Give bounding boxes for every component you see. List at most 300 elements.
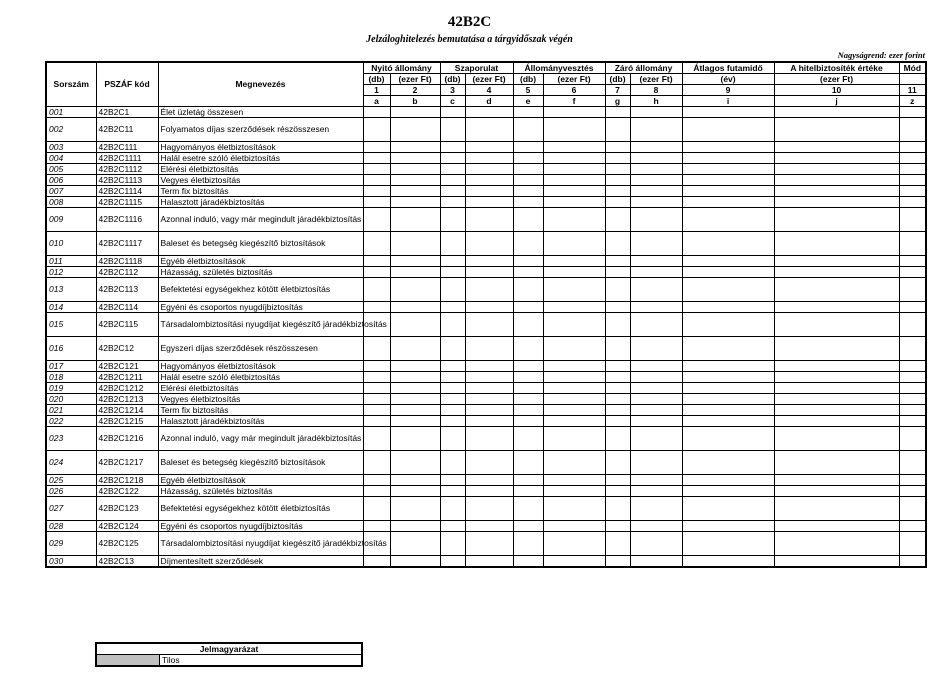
value-cell[interactable] [682, 416, 774, 427]
value-cell[interactable] [513, 164, 543, 175]
value-cell[interactable] [682, 153, 774, 164]
value-cell[interactable] [605, 405, 630, 416]
value-cell[interactable] [774, 337, 899, 361]
value-cell[interactable] [513, 302, 543, 313]
value-cell[interactable] [682, 267, 774, 278]
value-cell[interactable] [513, 521, 543, 532]
value-cell[interactable] [513, 486, 543, 497]
value-cell[interactable] [440, 486, 465, 497]
value-cell[interactable] [605, 337, 630, 361]
value-cell[interactable] [630, 313, 682, 337]
value-cell[interactable] [682, 256, 774, 267]
value-cell[interactable] [513, 394, 543, 405]
value-cell[interactable] [543, 337, 605, 361]
value-cell[interactable] [899, 475, 926, 486]
value-cell[interactable] [440, 497, 465, 521]
value-cell[interactable] [630, 337, 682, 361]
value-cell[interactable] [543, 451, 605, 475]
value-cell[interactable] [465, 405, 513, 416]
value-cell[interactable] [440, 521, 465, 532]
value-cell[interactable] [682, 232, 774, 256]
value-cell[interactable] [605, 313, 630, 337]
value-cell[interactable] [543, 232, 605, 256]
value-cell[interactable] [390, 175, 440, 186]
value-cell[interactable] [682, 186, 774, 197]
value-cell[interactable] [390, 521, 440, 532]
value-cell[interactable] [440, 278, 465, 302]
value-cell[interactable] [682, 175, 774, 186]
value-cell[interactable] [390, 313, 440, 337]
value-cell[interactable] [630, 186, 682, 197]
value-cell[interactable] [774, 153, 899, 164]
value-cell[interactable] [390, 427, 440, 451]
value-cell[interactable] [774, 164, 899, 175]
value-cell[interactable] [363, 107, 390, 118]
value-cell[interactable] [440, 142, 465, 153]
value-cell[interactable] [465, 278, 513, 302]
value-cell[interactable] [543, 186, 605, 197]
value-cell[interactable] [899, 532, 926, 556]
value-cell[interactable] [390, 142, 440, 153]
value-cell[interactable] [630, 521, 682, 532]
value-cell[interactable] [682, 197, 774, 208]
value-cell[interactable] [363, 405, 390, 416]
value-cell[interactable] [899, 521, 926, 532]
value-cell[interactable] [630, 451, 682, 475]
value-cell[interactable] [774, 497, 899, 521]
value-cell[interactable] [363, 278, 390, 302]
value-cell[interactable] [682, 532, 774, 556]
value-cell[interactable] [605, 186, 630, 197]
value-cell[interactable] [513, 383, 543, 394]
value-cell[interactable] [899, 142, 926, 153]
value-cell[interactable] [513, 208, 543, 232]
value-cell[interactable] [440, 416, 465, 427]
value-cell[interactable] [774, 532, 899, 556]
value-cell[interactable] [513, 107, 543, 118]
value-cell[interactable] [682, 405, 774, 416]
value-cell[interactable] [440, 256, 465, 267]
value-cell[interactable] [513, 142, 543, 153]
value-cell[interactable] [440, 302, 465, 313]
value-cell[interactable] [440, 164, 465, 175]
value-cell[interactable] [899, 337, 926, 361]
value-cell[interactable] [543, 208, 605, 232]
value-cell[interactable] [465, 361, 513, 372]
value-cell[interactable] [682, 313, 774, 337]
value-cell[interactable] [513, 232, 543, 256]
value-cell[interactable] [605, 361, 630, 372]
value-cell[interactable] [543, 278, 605, 302]
value-cell[interactable] [543, 416, 605, 427]
value-cell[interactable] [774, 197, 899, 208]
value-cell[interactable] [682, 475, 774, 486]
value-cell[interactable] [605, 142, 630, 153]
value-cell[interactable] [363, 186, 390, 197]
value-cell[interactable] [363, 383, 390, 394]
value-cell[interactable] [605, 475, 630, 486]
value-cell[interactable] [465, 416, 513, 427]
value-cell[interactable] [363, 372, 390, 383]
value-cell[interactable] [390, 486, 440, 497]
value-cell[interactable] [630, 497, 682, 521]
value-cell[interactable] [440, 394, 465, 405]
value-cell[interactable] [465, 486, 513, 497]
value-cell[interactable] [543, 175, 605, 186]
value-cell[interactable] [774, 302, 899, 313]
value-cell[interactable] [543, 475, 605, 486]
value-cell[interactable] [899, 394, 926, 405]
value-cell[interactable] [774, 405, 899, 416]
value-cell[interactable] [543, 142, 605, 153]
value-cell[interactable] [363, 153, 390, 164]
value-cell[interactable] [465, 232, 513, 256]
value-cell[interactable] [390, 208, 440, 232]
value-cell[interactable] [440, 197, 465, 208]
value-cell[interactable] [899, 153, 926, 164]
value-cell[interactable] [605, 153, 630, 164]
value-cell[interactable] [605, 164, 630, 175]
value-cell[interactable] [440, 232, 465, 256]
value-cell[interactable] [543, 164, 605, 175]
value-cell[interactable] [682, 556, 774, 568]
value-cell[interactable] [682, 278, 774, 302]
value-cell[interactable] [363, 208, 390, 232]
value-cell[interactable] [682, 372, 774, 383]
value-cell[interactable] [363, 427, 390, 451]
value-cell[interactable] [899, 372, 926, 383]
value-cell[interactable] [363, 556, 390, 568]
value-cell[interactable] [605, 208, 630, 232]
value-cell[interactable] [465, 556, 513, 568]
value-cell[interactable] [899, 405, 926, 416]
value-cell[interactable] [440, 313, 465, 337]
value-cell[interactable] [465, 532, 513, 556]
value-cell[interactable] [513, 372, 543, 383]
value-cell[interactable] [774, 175, 899, 186]
value-cell[interactable] [465, 427, 513, 451]
value-cell[interactable] [605, 175, 630, 186]
value-cell[interactable] [682, 383, 774, 394]
value-cell[interactable] [513, 427, 543, 451]
value-cell[interactable] [543, 302, 605, 313]
value-cell[interactable] [774, 372, 899, 383]
value-cell[interactable] [440, 118, 465, 142]
value-cell[interactable] [605, 118, 630, 142]
value-cell[interactable] [363, 197, 390, 208]
value-cell[interactable] [774, 556, 899, 568]
value-cell[interactable] [774, 313, 899, 337]
value-cell[interactable] [682, 337, 774, 361]
value-cell[interactable] [390, 153, 440, 164]
value-cell[interactable] [543, 313, 605, 337]
value-cell[interactable] [513, 556, 543, 568]
value-cell[interactable] [363, 267, 390, 278]
value-cell[interactable] [605, 497, 630, 521]
value-cell[interactable] [390, 556, 440, 568]
value-cell[interactable] [440, 383, 465, 394]
value-cell[interactable] [440, 361, 465, 372]
value-cell[interactable] [543, 197, 605, 208]
value-cell[interactable] [465, 267, 513, 278]
value-cell[interactable] [390, 383, 440, 394]
value-cell[interactable] [774, 267, 899, 278]
value-cell[interactable] [440, 532, 465, 556]
value-cell[interactable] [899, 107, 926, 118]
value-cell[interactable] [363, 232, 390, 256]
value-cell[interactable] [682, 394, 774, 405]
value-cell[interactable] [363, 302, 390, 313]
value-cell[interactable] [543, 405, 605, 416]
value-cell[interactable] [465, 153, 513, 164]
value-cell[interactable] [605, 427, 630, 451]
value-cell[interactable] [630, 153, 682, 164]
value-cell[interactable] [605, 372, 630, 383]
value-cell[interactable] [605, 486, 630, 497]
value-cell[interactable] [440, 475, 465, 486]
value-cell[interactable] [465, 256, 513, 267]
value-cell[interactable] [465, 521, 513, 532]
value-cell[interactable] [363, 394, 390, 405]
value-cell[interactable] [899, 118, 926, 142]
value-cell[interactable] [630, 416, 682, 427]
value-cell[interactable] [465, 372, 513, 383]
value-cell[interactable] [605, 267, 630, 278]
value-cell[interactable] [363, 486, 390, 497]
value-cell[interactable] [513, 416, 543, 427]
value-cell[interactable] [543, 486, 605, 497]
value-cell[interactable] [605, 256, 630, 267]
value-cell[interactable] [682, 486, 774, 497]
value-cell[interactable] [513, 175, 543, 186]
value-cell[interactable] [605, 521, 630, 532]
value-cell[interactable] [513, 313, 543, 337]
value-cell[interactable] [513, 153, 543, 164]
value-cell[interactable] [543, 107, 605, 118]
value-cell[interactable] [363, 497, 390, 521]
value-cell[interactable] [605, 278, 630, 302]
value-cell[interactable] [390, 197, 440, 208]
value-cell[interactable] [543, 521, 605, 532]
value-cell[interactable] [543, 118, 605, 142]
value-cell[interactable] [363, 175, 390, 186]
value-cell[interactable] [390, 164, 440, 175]
value-cell[interactable] [630, 361, 682, 372]
value-cell[interactable] [390, 186, 440, 197]
value-cell[interactable] [440, 556, 465, 568]
value-cell[interactable] [774, 383, 899, 394]
value-cell[interactable] [774, 427, 899, 451]
value-cell[interactable] [543, 361, 605, 372]
value-cell[interactable] [774, 394, 899, 405]
value-cell[interactable] [465, 337, 513, 361]
value-cell[interactable] [774, 232, 899, 256]
value-cell[interactable] [682, 107, 774, 118]
value-cell[interactable] [363, 142, 390, 153]
value-cell[interactable] [543, 267, 605, 278]
value-cell[interactable] [513, 267, 543, 278]
value-cell[interactable] [465, 383, 513, 394]
value-cell[interactable] [774, 118, 899, 142]
value-cell[interactable] [630, 208, 682, 232]
value-cell[interactable] [440, 337, 465, 361]
value-cell[interactable] [774, 278, 899, 302]
value-cell[interactable] [682, 118, 774, 142]
value-cell[interactable] [899, 486, 926, 497]
value-cell[interactable] [465, 475, 513, 486]
value-cell[interactable] [513, 405, 543, 416]
value-cell[interactable] [513, 197, 543, 208]
value-cell[interactable] [440, 372, 465, 383]
value-cell[interactable] [605, 556, 630, 568]
value-cell[interactable] [440, 267, 465, 278]
value-cell[interactable] [630, 197, 682, 208]
value-cell[interactable] [390, 278, 440, 302]
value-cell[interactable] [465, 394, 513, 405]
value-cell[interactable] [465, 313, 513, 337]
value-cell[interactable] [513, 256, 543, 267]
value-cell[interactable] [899, 383, 926, 394]
value-cell[interactable] [630, 164, 682, 175]
value-cell[interactable] [440, 405, 465, 416]
value-cell[interactable] [630, 486, 682, 497]
value-cell[interactable] [682, 521, 774, 532]
value-cell[interactable] [440, 175, 465, 186]
value-cell[interactable] [630, 532, 682, 556]
value-cell[interactable] [513, 118, 543, 142]
value-cell[interactable] [440, 427, 465, 451]
value-cell[interactable] [390, 337, 440, 361]
value-cell[interactable] [774, 208, 899, 232]
value-cell[interactable] [630, 427, 682, 451]
value-cell[interactable] [543, 497, 605, 521]
value-cell[interactable] [465, 118, 513, 142]
value-cell[interactable] [513, 451, 543, 475]
value-cell[interactable] [513, 497, 543, 521]
value-cell[interactable] [465, 197, 513, 208]
value-cell[interactable] [513, 361, 543, 372]
value-cell[interactable] [682, 427, 774, 451]
value-cell[interactable] [440, 186, 465, 197]
value-cell[interactable] [899, 427, 926, 451]
value-cell[interactable] [390, 451, 440, 475]
value-cell[interactable] [605, 532, 630, 556]
value-cell[interactable] [630, 107, 682, 118]
value-cell[interactable] [605, 232, 630, 256]
value-cell[interactable] [774, 256, 899, 267]
value-cell[interactable] [899, 302, 926, 313]
value-cell[interactable] [899, 451, 926, 475]
value-cell[interactable] [682, 302, 774, 313]
value-cell[interactable] [630, 394, 682, 405]
value-cell[interactable] [899, 164, 926, 175]
value-cell[interactable] [630, 383, 682, 394]
value-cell[interactable] [390, 497, 440, 521]
value-cell[interactable] [605, 197, 630, 208]
value-cell[interactable] [465, 208, 513, 232]
value-cell[interactable] [682, 208, 774, 232]
value-cell[interactable] [630, 256, 682, 267]
value-cell[interactable] [605, 107, 630, 118]
value-cell[interactable] [774, 107, 899, 118]
value-cell[interactable] [363, 361, 390, 372]
value-cell[interactable] [390, 394, 440, 405]
value-cell[interactable] [513, 532, 543, 556]
value-cell[interactable] [682, 164, 774, 175]
value-cell[interactable] [363, 451, 390, 475]
value-cell[interactable] [630, 142, 682, 153]
value-cell[interactable] [774, 416, 899, 427]
value-cell[interactable] [682, 142, 774, 153]
value-cell[interactable] [899, 497, 926, 521]
value-cell[interactable] [630, 556, 682, 568]
value-cell[interactable] [899, 267, 926, 278]
value-cell[interactable] [543, 556, 605, 568]
value-cell[interactable] [605, 416, 630, 427]
value-cell[interactable] [899, 278, 926, 302]
value-cell[interactable] [465, 451, 513, 475]
value-cell[interactable] [899, 208, 926, 232]
value-cell[interactable] [630, 475, 682, 486]
value-cell[interactable] [630, 232, 682, 256]
value-cell[interactable] [774, 521, 899, 532]
value-cell[interactable] [899, 186, 926, 197]
value-cell[interactable] [682, 451, 774, 475]
value-cell[interactable] [543, 427, 605, 451]
value-cell[interactable] [513, 475, 543, 486]
value-cell[interactable] [605, 451, 630, 475]
value-cell[interactable] [513, 278, 543, 302]
value-cell[interactable] [682, 361, 774, 372]
value-cell[interactable] [630, 405, 682, 416]
value-cell[interactable] [390, 416, 440, 427]
value-cell[interactable] [899, 313, 926, 337]
value-cell[interactable] [543, 383, 605, 394]
value-cell[interactable] [363, 256, 390, 267]
value-cell[interactable] [390, 107, 440, 118]
value-cell[interactable] [390, 361, 440, 372]
value-cell[interactable] [774, 451, 899, 475]
value-cell[interactable] [605, 383, 630, 394]
value-cell[interactable] [390, 267, 440, 278]
value-cell[interactable] [465, 164, 513, 175]
value-cell[interactable] [630, 118, 682, 142]
value-cell[interactable] [543, 372, 605, 383]
value-cell[interactable] [630, 267, 682, 278]
value-cell[interactable] [630, 302, 682, 313]
value-cell[interactable] [363, 475, 390, 486]
value-cell[interactable] [390, 302, 440, 313]
value-cell[interactable] [465, 107, 513, 118]
value-cell[interactable] [390, 232, 440, 256]
value-cell[interactable] [543, 256, 605, 267]
value-cell[interactable] [513, 337, 543, 361]
value-cell[interactable] [390, 405, 440, 416]
value-cell[interactable] [465, 302, 513, 313]
value-cell[interactable] [543, 394, 605, 405]
value-cell[interactable] [465, 142, 513, 153]
value-cell[interactable] [774, 475, 899, 486]
value-cell[interactable] [899, 197, 926, 208]
value-cell[interactable] [774, 142, 899, 153]
value-cell[interactable] [630, 175, 682, 186]
value-cell[interactable] [465, 186, 513, 197]
value-cell[interactable] [390, 118, 440, 142]
value-cell[interactable] [774, 361, 899, 372]
value-cell[interactable] [390, 256, 440, 267]
value-cell[interactable] [605, 302, 630, 313]
value-cell[interactable] [543, 532, 605, 556]
